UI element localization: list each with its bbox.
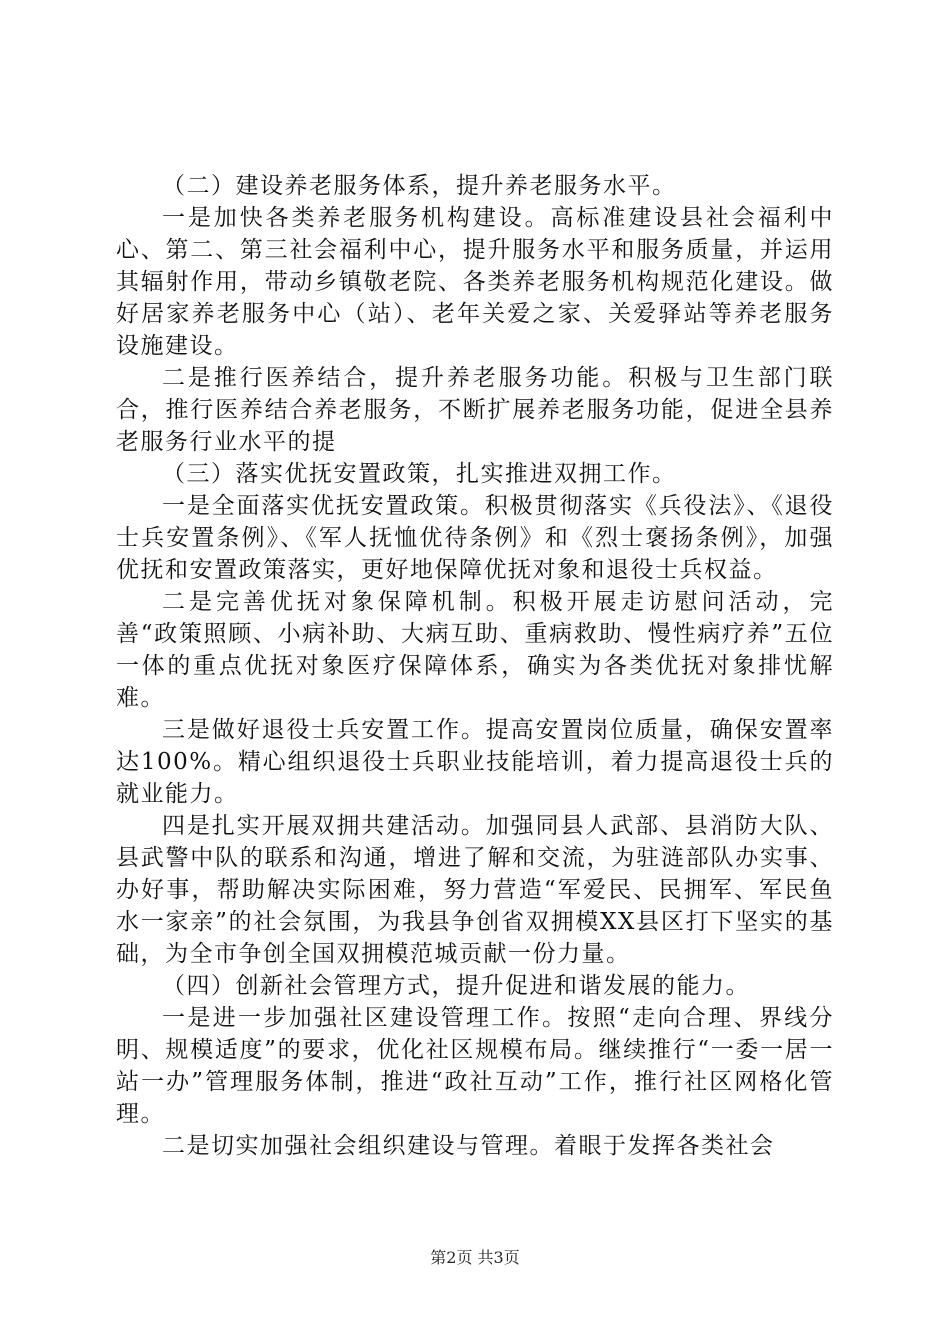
paragraph-community-management: 一是进一步加强社区建设管理工作。按照“走向合理、界线分明、规模适度”的要求，优化社区规模布局。继续推行“一委一居一站一办”管理服务体制，推进“政社互动”工作，推行社区网格化管理。 [116, 1005, 834, 1127]
section-heading-4: （四）创新社会管理方式，提升促进和谐发展的能力。 [162, 973, 750, 999]
page-footer: 第2页 共3页 [430, 1248, 520, 1267]
document-body [116, 170, 834, 1162]
paragraph-social-organization: 二是切实加强社会组织建设与管理。着眼于发挥各类社会 [162, 1133, 775, 1159]
paragraph-medical-elderly-care: 二是推行医养结合，提升养老服务功能。积极与卫生部门联合，推行医养结合养老服务，不断扩展养老服务功能，促进全县养老服务行业水平的提 [116, 365, 834, 455]
section-heading-2: （二）建设养老服务体系，提升养老服务水平。 [162, 173, 677, 199]
paragraph-veteran-placement: 三是做好退役士兵安置工作。提高安置岗位质量，确保安置率达100%。精心组织退役士兵职业技能培训，着力提高退役士兵的就业能力。 [116, 717, 834, 807]
paragraph-preferential-policy: 一是全面落实优抚安置政策。积极贯彻落实《兵役法》、《退役士兵安置条例》、《军人抚恤优待条例》和《烈士褒扬条例》，加强优抚和安置政策落实，更好地保障优抚对象和退役士兵权益。 [116, 493, 834, 583]
section-heading-3: （三）落实优抚安置政策，扎实推进双拥工作。 [162, 461, 677, 487]
paragraph-double-support: 四是扎实开展双拥共建活动。加强同县人武部、县消防大队、县武警中队的联系和沟通，增进了解和交流，为驻涟部队办实事、办好事，帮助解决实际困难，努力营造“军爱民、民拥军、军民鱼水一家亲”的社会氛围，为我县争创省双拥模XX县区打下坚实的基础，为全市争创全国双拥模范城贡献一份力量。 [116, 813, 834, 967]
paragraph-security-mechanism: 二是完善优抚对象保障机制。积极开展走访慰问活动，完善“政策照顾、小病补助、大病互助、重病救助、慢性病疗养”五位一体的重点优抚对象医疗保障体系，确实为各类优抚对象排忧解难。 [116, 589, 834, 711]
paragraph-elderly-institutions: 一是加快各类养老服务机构建设。高标准建设县社会福利中心、第二、第三社会福利中心，提升服务水平和服务质量，并运用其辐射作用，带动乡镇敬老院、各类养老服务机构规范化建设。做好居家养老服务中心（站）、老年关爱之家、关爱驿站等养老服务设施建设。 [116, 205, 834, 359]
